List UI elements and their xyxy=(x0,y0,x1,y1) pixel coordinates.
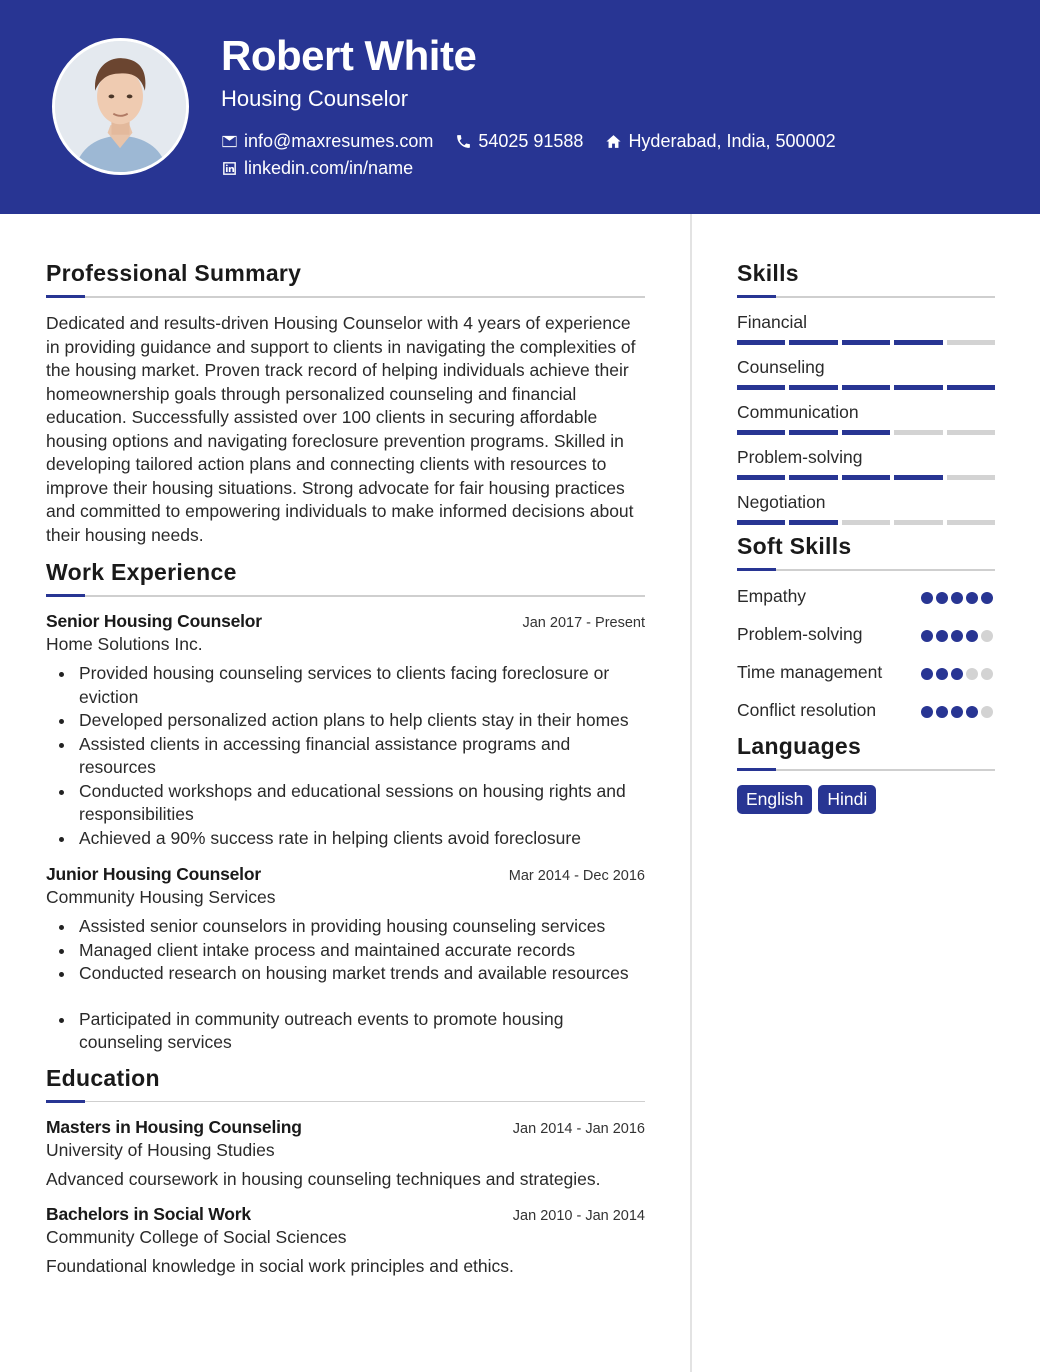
skill-level-segment xyxy=(789,520,837,525)
soft-skill-rating xyxy=(921,661,995,692)
rating-dot xyxy=(951,592,963,604)
soft-skill-name: Problem-solving xyxy=(737,624,863,644)
education-entry xyxy=(46,1117,645,1190)
linkedin-icon xyxy=(221,160,238,177)
candidate-name: Robert White xyxy=(221,32,477,79)
rating-dot xyxy=(936,592,948,604)
skill-level-bar xyxy=(737,385,995,390)
skill-item xyxy=(737,312,995,345)
summary-text: Dedicated and results-driven Housing Counselor with 4 years of experience in providing guidance and support to clients in navigating the complexities of the housing market. Proven track record of helping individuals achieve their homeownership goals through personalized counseling and financial education. Successfully assisted over 100 clients in securing affordable housing options and navigating foreclosure prevention programs. Skilled in developing tailored action plans and connecting clients with resources to improve their housing situations. Strong advocate for fair housing practices and committed to empowering individuals to make informed decisions about their housing needs. xyxy=(46,313,636,545)
job-bullets xyxy=(46,662,645,850)
bullet-item: Achieved a 90% success rate in helping clients avoid foreclosure xyxy=(46,827,645,851)
bullet-item: Conducted research on housing market trends and available resources xyxy=(46,962,645,986)
skill-level-bar xyxy=(737,475,995,480)
skill-level-segment xyxy=(737,430,785,435)
experience-section xyxy=(46,559,645,1055)
section-rule xyxy=(46,1100,645,1103)
bullet-item: Participated in community outreach events to promote housing counseling services xyxy=(46,1008,645,1055)
contact-phone[interactable] xyxy=(455,131,583,152)
job-entry-date: Mar 2014 - Dec 2016 xyxy=(508,868,645,884)
skill-level-segment xyxy=(737,520,785,525)
rating-dot xyxy=(921,592,933,604)
rating-dot xyxy=(936,706,948,718)
soft-skill-rating xyxy=(921,623,995,654)
job-entry-title: Senior Housing Counselor xyxy=(46,611,262,631)
rating-dot xyxy=(951,630,963,642)
skill-level-segment xyxy=(894,385,942,390)
skill-level-segment xyxy=(947,340,995,345)
education-date: Jan 2010 - Jan 2014 xyxy=(512,1207,645,1224)
job-entry-company: Community Housing Services xyxy=(46,887,276,907)
skill-item xyxy=(737,357,995,390)
summary-heading: Professional Summary xyxy=(46,260,302,286)
skill-level-segment xyxy=(789,475,837,480)
envelope-icon xyxy=(221,133,238,150)
bullet-item: Assisted clients in accessing financial assistance programs and resources xyxy=(46,733,645,780)
education-heading: Education xyxy=(46,1064,160,1091)
contact-email[interactable] xyxy=(221,131,433,152)
education-description: Advanced coursework in housing counseling techniques and strategies. xyxy=(46,1168,601,1189)
skill-level-segment xyxy=(894,430,942,435)
section-rule xyxy=(737,295,995,298)
rating-dot xyxy=(981,592,993,604)
linkedin-text: linkedin.com/in/name xyxy=(244,157,414,178)
job-entry-company: Home Solutions Inc. xyxy=(46,634,203,654)
skill-level-segment xyxy=(894,340,942,345)
bullet-item: Provided housing counseling services to clients facing foreclosure or eviction xyxy=(46,662,645,709)
skill-name: Financial xyxy=(737,312,808,332)
skill-level-segment xyxy=(842,385,890,390)
soft-skills-section xyxy=(737,533,995,730)
education-entry xyxy=(46,1204,645,1277)
skill-item xyxy=(737,492,995,525)
bullet-item: Managed client intake process and maintained accurate records xyxy=(46,939,645,963)
contact-location xyxy=(605,131,835,152)
school-name: Community College of Social Sciences xyxy=(46,1226,347,1247)
header-banner xyxy=(0,0,1040,214)
phone-text: 54025 91588 xyxy=(478,130,584,151)
skill-level-segment xyxy=(737,475,785,480)
soft-skill-item xyxy=(737,699,995,730)
skill-level-segment xyxy=(842,520,890,525)
soft-skill-item xyxy=(737,623,995,654)
main-column xyxy=(46,260,645,1289)
skill-level-segment xyxy=(947,475,995,480)
job-entry xyxy=(46,864,645,1055)
avatar xyxy=(52,38,189,175)
skill-name: Communication xyxy=(737,402,859,422)
education-section xyxy=(46,1065,645,1277)
rating-dot xyxy=(921,668,933,680)
languages-section xyxy=(737,733,995,814)
soft-skill-name: Time management xyxy=(737,662,883,682)
skill-level-segment xyxy=(947,520,995,525)
job-entry xyxy=(46,611,645,850)
skill-level-bar xyxy=(737,520,995,525)
home-icon xyxy=(605,133,622,150)
profile-photo xyxy=(55,41,186,172)
skill-level-segment xyxy=(842,475,890,480)
degree-title: Masters in Housing Counseling xyxy=(46,1116,302,1137)
languages-heading: Languages xyxy=(737,733,862,759)
skill-level-segment xyxy=(737,385,785,390)
rating-dot xyxy=(936,630,948,642)
skill-level-segment xyxy=(789,385,837,390)
location-text: Hyderabad, India, 500002 xyxy=(628,130,836,151)
job-entry-date: Jan 2017 - Present xyxy=(522,615,645,631)
soft-skill-name: Conflict resolution xyxy=(737,700,877,720)
education-description: Foundational knowledge in social work principles and ethics. xyxy=(46,1255,514,1276)
rating-dot xyxy=(981,630,993,642)
section-rule xyxy=(46,295,645,298)
skill-level-segment xyxy=(947,430,995,435)
rating-dot xyxy=(951,668,963,680)
section-rule xyxy=(737,768,995,771)
phone-icon xyxy=(455,133,472,150)
job-title: Housing Counselor xyxy=(221,86,409,111)
summary-section xyxy=(46,260,645,547)
skill-item xyxy=(737,402,995,435)
rating-dot xyxy=(966,668,978,680)
skill-level-segment xyxy=(842,430,890,435)
soft-skills-heading: Soft Skills xyxy=(737,533,852,559)
experience-heading: Work Experience xyxy=(46,559,237,585)
skill-level-segment xyxy=(789,340,837,345)
skill-level-bar xyxy=(737,430,995,435)
skill-level-segment xyxy=(894,520,942,525)
language-badge: Hindi xyxy=(818,785,876,814)
job-bullets xyxy=(46,915,645,1055)
column-divider xyxy=(690,214,692,1372)
skill-name: Negotiation xyxy=(737,492,826,512)
rating-dot xyxy=(921,706,933,718)
skill-name: Problem-solving xyxy=(737,447,863,467)
rating-dot xyxy=(921,630,933,642)
skills-heading: Skills xyxy=(737,260,799,286)
rating-dot xyxy=(966,592,978,604)
degree-title: Bachelors in Social Work xyxy=(46,1203,251,1224)
soft-skill-name: Empathy xyxy=(737,586,807,606)
bullet-item: Developed personalized action plans to help clients stay in their homes xyxy=(46,709,645,733)
language-badge: English xyxy=(737,785,812,814)
contact-linkedin[interactable] xyxy=(221,158,413,179)
rating-dot xyxy=(981,668,993,680)
soft-skill-rating xyxy=(921,699,995,730)
soft-skill-item xyxy=(737,661,995,692)
skill-level-segment xyxy=(947,385,995,390)
section-rule xyxy=(46,594,645,597)
bullet-item: Conducted workshops and educational sessions on housing rights and responsibilities xyxy=(46,780,645,827)
job-entry-title: Junior Housing Counselor xyxy=(46,864,261,884)
bullet-item: Assisted senior counselors in providing housing counseling services xyxy=(46,915,645,939)
rating-dot xyxy=(951,706,963,718)
rating-dot xyxy=(966,706,978,718)
skill-level-bar xyxy=(737,340,995,345)
contact-block xyxy=(221,130,858,184)
skill-name: Counseling xyxy=(737,357,825,377)
skill-level-segment xyxy=(842,340,890,345)
skill-level-segment xyxy=(737,340,785,345)
skill-level-segment xyxy=(789,430,837,435)
email-text: info@maxresumes.com xyxy=(244,130,434,151)
rating-dot xyxy=(981,706,993,718)
sidebar-column xyxy=(737,260,995,814)
section-rule xyxy=(737,568,995,571)
soft-skill-rating xyxy=(921,585,995,616)
skill-level-segment xyxy=(894,475,942,480)
rating-dot xyxy=(966,630,978,642)
education-date: Jan 2014 - Jan 2016 xyxy=(512,1120,645,1137)
school-name: University of Housing Studies xyxy=(46,1139,275,1160)
skill-item xyxy=(737,447,995,480)
skills-section xyxy=(737,260,995,525)
rating-dot xyxy=(936,668,948,680)
soft-skill-item xyxy=(737,585,995,616)
